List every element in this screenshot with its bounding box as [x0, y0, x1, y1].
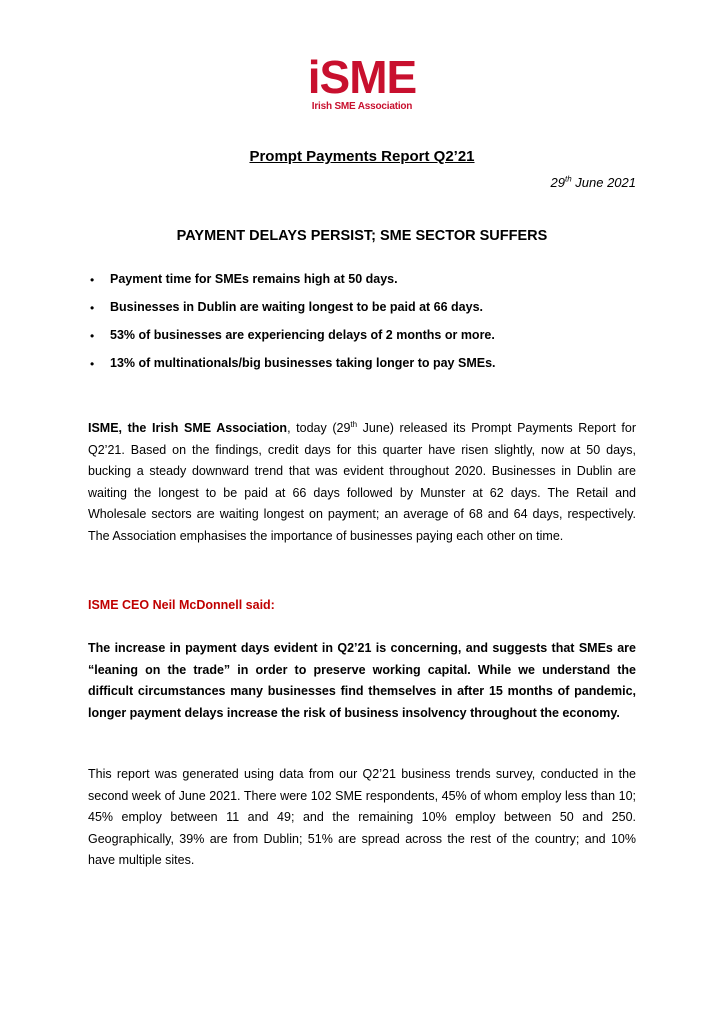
list-item — [88, 328, 648, 356]
report-title: Prompt Payments Report Q2’21 — [249, 148, 475, 165]
report-date — [551, 175, 636, 190]
quote-attribution: ISME CEO Neil McDonnell said: — [88, 598, 275, 612]
bullet-icon: • — [90, 329, 95, 343]
key-findings-list — [88, 272, 648, 384]
bullet-icon: • — [90, 301, 95, 315]
bullet-icon: • — [90, 273, 95, 287]
date-month-year: June 2021 — [571, 175, 636, 190]
date-suffix: th — [564, 174, 572, 184]
bullet-text: 53% of businesses are experiencing delays of 2 months or more. — [110, 328, 495, 342]
ceo-quote: The increase in payment days evident in Q2’21 is concerning, and suggests that SMEs are “leaning on the trade” in order to preserve working capital. While we understand the difficult circumstances many businesses find themselves in after 15 months of pandemic, longer payment delays increase the risk of business insolvency throughout the economy. — [88, 641, 636, 720]
intro-paragraph — [88, 418, 636, 547]
intro-lead: ISME, the Irish SME Association — [88, 421, 288, 435]
bullet-text: 13% of multinationals/big businesses taking longer to pay SMEs. — [110, 356, 496, 370]
isme-logo — [300, 51, 424, 113]
list-item — [88, 300, 648, 328]
date-day: 29 — [550, 175, 565, 190]
list-item — [88, 272, 648, 300]
methodology-paragraph: This report was generated using data from our Q2’21 business trends survey, conducted in the second week of June 2021. There were 102 SME respondents, 45% of whom employ less than 10; 45% employ between 11 and 49; and the remaining 10% employ between 50 and 250. Geographically, 39% are from Dublin; 51% are spread across the rest of the country; and 10% have multiple sites. — [88, 767, 636, 867]
intro-part2: June) released its Prompt Payments Report for Q2’21. Based on the findings, credit days for this quarter have risen slightly, now at 50 days, bucking a steady downward trend that was evident throughout 2020. Businesses in Dublin are waiting the longest to be paid at 66 days followed by Munster at 62 days. The Retail and Wholesale sectors are waiting longest on payment; an average of 68 and 64 days, respectively. The Association emphasises the importance of businesses paying each other on time. — [88, 421, 636, 543]
bullet-icon: • — [90, 357, 95, 371]
intro-sup: th — [350, 419, 358, 429]
list-item — [88, 356, 648, 384]
headline: PAYMENT DELAYS PERSIST; SME SECTOR SUFFERS — [176, 228, 548, 244]
intro-part1: , today (29 — [287, 421, 351, 435]
logo-subtitle: Irish SME Association — [311, 101, 413, 112]
bullet-text: Payment time for SMEs remains high at 50 days. — [110, 272, 398, 286]
bullet-text: Businesses in Dublin are waiting longest to be paid at 66 days. — [110, 300, 484, 314]
logo-mark: iSME — [307, 51, 417, 103]
